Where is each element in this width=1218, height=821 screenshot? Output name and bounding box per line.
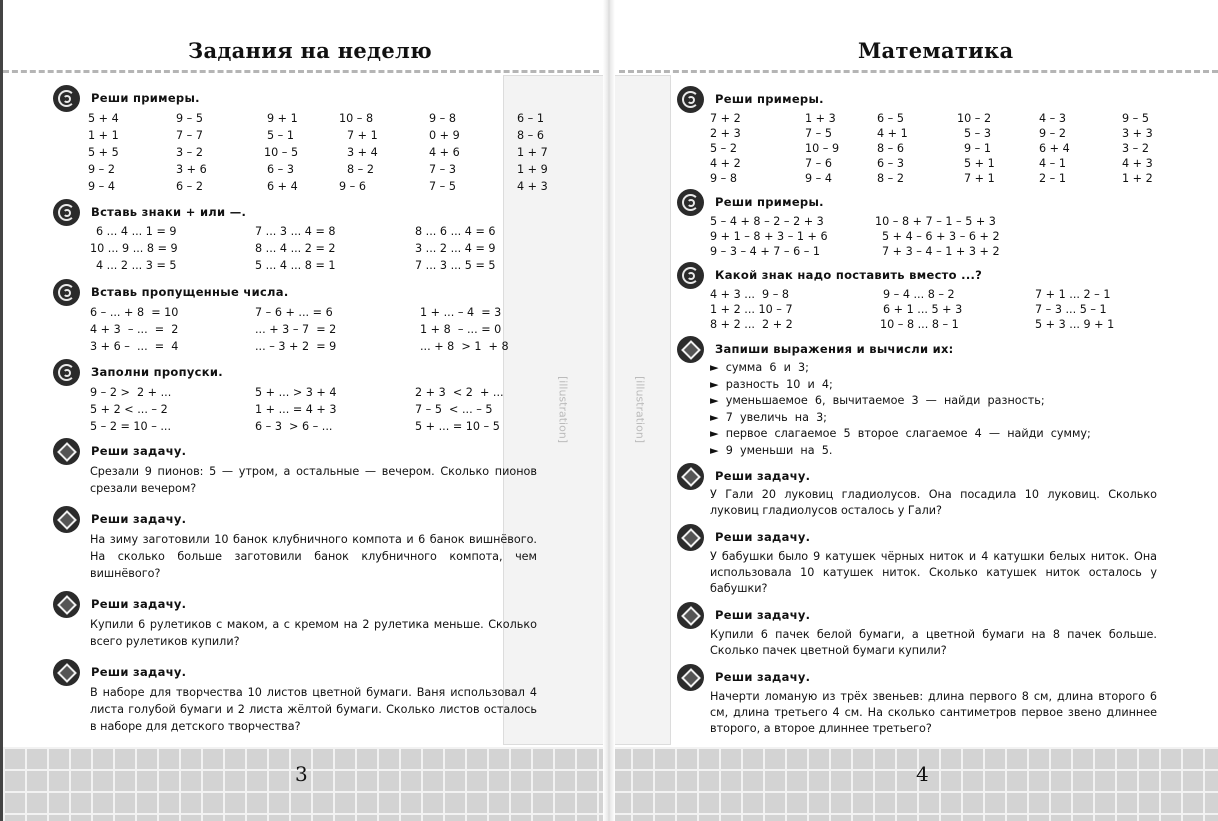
diamond-icon <box>677 463 704 490</box>
section-heading: Реши примеры. <box>53 90 200 106</box>
spiral-icon <box>677 86 704 113</box>
example-cell: 1 + 3 <box>805 112 836 125</box>
task-text: У бабушки было 9 катушек чёрных ниток и 4 катушки белых ниток. Она использовала 10 катушек ниток. Сколько катушек ниток осталось у бабушки? <box>710 550 1157 595</box>
exercise-section <box>53 284 289 300</box>
expression-cell: 9 + 1 – 8 + 3 – 1 + 6 <box>710 230 828 243</box>
example-cell: 4 + 3 <box>1122 157 1153 170</box>
expression-cell: 4 ... 2 ... 3 = 5 <box>96 259 177 272</box>
task-section <box>53 664 186 680</box>
expression-cell: 8 ... 4 ... 2 = 2 <box>255 242 336 255</box>
examples-grid <box>88 110 565 195</box>
page-number: 4 <box>916 762 929 786</box>
example-cell: 7 – 7 <box>176 129 203 142</box>
example-cell: 10 – 9 <box>805 142 840 155</box>
expressions-list <box>710 360 1091 459</box>
expression-cell: 1 + 2 ... 10 – 7 <box>710 303 793 316</box>
list-item: ► первое слагаемое 5 второе слагаемое 4 — найди сумму; <box>710 427 1091 440</box>
example-cell: 0 + 9 <box>429 129 460 142</box>
diamond-icon <box>677 336 704 363</box>
example-cell: 3 + 3 <box>1122 127 1153 140</box>
spiral-icon <box>53 199 80 226</box>
section-heading: Заполни пропуски. <box>53 364 223 380</box>
section-heading: Реши задачу. <box>677 529 810 545</box>
expression-cell: 5 ... 4 ... 8 = 1 <box>255 259 336 272</box>
example-cell: 7 + 1 <box>964 172 995 185</box>
expression-cell: 4 + 3 ... 9 – 8 <box>710 288 790 301</box>
missing-numbers-grid <box>90 304 550 355</box>
example-cell: 7 – 5 <box>805 127 832 140</box>
examples-grid <box>710 111 1172 186</box>
task-text: Купили 6 пачек белой бумаги, а цветной бумаги на 8 пачек больше. Сколько пачек цветной бумаги купили? <box>710 628 1157 657</box>
example-cell: 4 + 2 <box>710 157 741 170</box>
section-heading: Реши задачу. <box>677 607 810 623</box>
task-text: Купили 6 рулетиков с маком, а с кремом на 2 рулетика меньше. Сколько всего рулетиков купили? <box>90 618 537 648</box>
example-cell: 6 – 3 <box>877 157 904 170</box>
task-section <box>677 468 810 484</box>
example-cell: 4 + 3 <box>517 180 548 193</box>
example-cell: 8 – 2 <box>877 172 904 185</box>
page-number: 3 <box>295 762 308 786</box>
expression-cell: 7 ... 3 ... 5 = 5 <box>415 259 496 272</box>
list-item: ► разность 10 и 4; <box>710 377 833 391</box>
expression-cell: 6 – 3 > 6 – ... <box>255 420 333 433</box>
expression-cell: 5 + 3 ... 9 + 1 <box>1035 318 1115 331</box>
expression-cell: 9 – 2 > 2 + ... <box>90 386 172 399</box>
example-cell: 5 – 2 <box>710 142 737 155</box>
numerals-illustration-placeholder: [illustration] <box>503 75 623 745</box>
section-heading: Реши примеры. <box>677 91 824 107</box>
example-cell: 5 + 5 <box>88 146 119 159</box>
expression-cell: 7 + 3 – 4 – 1 + 3 + 2 <box>882 245 1000 258</box>
exercise-section <box>677 267 982 283</box>
list-item: ► сумма 6 и 3; <box>710 361 809 374</box>
diamond-icon <box>53 506 80 533</box>
signs-grid <box>90 223 545 274</box>
example-cell: 5 – 3 <box>964 127 991 140</box>
diamond-icon <box>677 664 704 691</box>
expression-cell: 6 ... 4 ... 1 = 9 <box>96 225 177 238</box>
expression-cell: 1 + ... = 4 + 3 <box>255 403 337 416</box>
example-cell: 2 + 3 <box>710 127 741 140</box>
example-cell: 8 – 6 <box>517 129 544 142</box>
fill-gaps-grid <box>90 384 545 435</box>
example-cell: 10 – 2 <box>957 112 992 125</box>
decorative-illustration <box>609 75 671 745</box>
example-cell: 3 + 4 <box>347 146 378 159</box>
diamond-icon <box>677 524 704 551</box>
book-spine <box>603 0 615 821</box>
expression-cell: 1 + ... – 4 = 3 <box>420 306 502 319</box>
example-cell: 8 – 2 <box>347 163 374 176</box>
numerals-illustration-placeholder: [illustration] <box>609 75 671 745</box>
section-heading: Реши задачу. <box>53 511 186 527</box>
expression-cell: 4 + 3 – ... = 2 <box>90 323 179 336</box>
task-section <box>677 669 810 685</box>
section-heading: Реши примеры. <box>677 194 824 210</box>
section-heading: Реши задачу. <box>53 443 186 459</box>
task-text: Начерти ломаную из трёх звеньев: длина первого 8 см, длина второго 6 см, длина третьего 4 см. На сколько сантиметров первое звено длиннее второго, а второе длиннее третьего? <box>710 690 1157 735</box>
exercise-section <box>677 341 954 357</box>
exercise-section <box>677 91 824 107</box>
section-heading: Какой знак надо поставить вместо ...? <box>677 267 982 283</box>
exercise-section <box>53 90 200 106</box>
example-cell: 9 – 5 <box>1122 112 1149 125</box>
section-heading: Вставь пропущенные числа. <box>53 284 289 300</box>
right-page-title: Математика <box>858 38 1014 63</box>
example-cell: 4 + 6 <box>429 146 460 159</box>
section-heading: Реши задачу. <box>677 468 810 484</box>
expression-cell: 6 – ... + 8 = 10 <box>90 306 179 319</box>
chain-examples-grid <box>710 214 1025 259</box>
expression-cell: 10 – 8 + 7 – 1 – 5 + 3 <box>875 215 996 228</box>
expression-cell: 9 – 4 ... 8 – 2 <box>883 288 955 301</box>
expression-cell: 1 + 8 – ... = 0 <box>420 323 502 336</box>
section-heading: Реши задачу. <box>677 669 810 685</box>
task-section <box>53 511 186 527</box>
expression-cell: 6 + 1 ... 5 + 3 <box>883 303 963 316</box>
list-item: ► 7 увеличь на 3; <box>710 410 827 424</box>
example-cell: 6 + 4 <box>267 180 298 193</box>
example-cell: 1 + 2 <box>1122 172 1153 185</box>
compare-grid <box>710 287 1155 332</box>
section-heading: Вставь знаки + или —. <box>53 204 246 220</box>
expression-cell: 2 + 3 < 2 + ... <box>415 386 504 399</box>
task-section <box>677 529 810 545</box>
example-cell: 2 – 1 <box>1039 172 1066 185</box>
example-cell: 3 + 6 <box>176 163 207 176</box>
expression-cell: ... + 3 – 7 = 2 <box>255 323 337 336</box>
task-section <box>53 596 186 612</box>
example-cell: 6 – 3 <box>267 163 294 176</box>
spiral-icon <box>53 85 80 112</box>
example-cell: 4 + 1 <box>877 127 908 140</box>
example-cell: 6 + 4 <box>1039 142 1070 155</box>
expression-cell: ... – 3 + 2 = 9 <box>255 340 337 353</box>
expression-cell: 3 + 6 – ... = 4 <box>90 340 179 353</box>
exercise-section <box>677 194 824 210</box>
example-cell: 3 – 2 <box>176 146 203 159</box>
example-cell: 1 + 9 <box>517 163 548 176</box>
example-cell: 3 – 2 <box>1122 142 1149 155</box>
example-cell: 1 + 1 <box>88 129 119 142</box>
example-cell: 6 – 5 <box>877 112 904 125</box>
example-cell: 9 – 6 <box>339 180 366 193</box>
example-cell: 7 – 3 <box>429 163 456 176</box>
left-page-title: Задания на неделю <box>188 38 432 63</box>
expression-cell: 7 ... 3 ... 4 = 8 <box>255 225 336 238</box>
diamond-icon <box>53 659 80 686</box>
expression-cell: 5 + 4 – 6 + 3 – 6 + 2 <box>882 230 1000 243</box>
expression-cell: 9 – 3 – 4 + 7 – 6 – 1 <box>710 245 821 258</box>
header-divider <box>3 70 599 73</box>
example-cell: 9 – 8 <box>429 112 456 125</box>
list-item: ► 9 уменьши на 5. <box>710 443 833 457</box>
expression-cell: 7 – 6 + ... = 6 <box>255 306 333 319</box>
diamond-icon <box>53 438 80 465</box>
section-heading: Реши задачу. <box>53 596 186 612</box>
example-cell: 9 – 8 <box>710 172 737 185</box>
section-heading: Реши задачу. <box>53 664 186 680</box>
section-heading: Запиши выражения и вычисли их: <box>677 341 954 357</box>
expression-cell: ... + 8 > 1 + 8 <box>420 340 509 353</box>
spiral-icon <box>53 279 80 306</box>
header-divider <box>619 70 1218 73</box>
example-cell: 5 – 1 <box>267 129 294 142</box>
expression-cell: 10 ... 9 ... 8 = 9 <box>90 242 178 255</box>
exercise-section <box>53 204 246 220</box>
task-section <box>53 443 186 459</box>
example-cell: 6 – 2 <box>176 180 203 193</box>
expression-cell: 5 + ... > 3 + 4 <box>255 386 337 399</box>
spiral-icon <box>53 359 80 386</box>
example-cell: 7 – 5 <box>429 180 456 193</box>
example-cell: 6 – 1 <box>517 112 544 125</box>
task-section <box>677 607 810 623</box>
expression-cell: 3 ... 2 ... 4 = 9 <box>415 242 496 255</box>
example-cell: 10 – 5 <box>264 146 299 159</box>
example-cell: 10 – 8 <box>339 112 374 125</box>
expression-cell: 5 – 4 + 8 – 2 – 2 + 3 <box>710 215 824 228</box>
expression-cell: 8 ... 6 ... 4 = 6 <box>415 225 496 238</box>
expression-cell: 10 – 8 ... 8 – 1 <box>880 318 959 331</box>
example-cell: 9 – 1 <box>964 142 991 155</box>
spiral-icon <box>677 189 704 216</box>
example-cell: 5 + 4 <box>88 112 119 125</box>
spiral-icon <box>677 262 704 289</box>
task-text: Срезали 9 пионов: 5 — утром, а остальные — вечером. Сколько пионов срезали вечером? <box>90 465 537 495</box>
example-cell: 7 + 1 <box>347 129 378 142</box>
example-cell: 5 + 1 <box>964 157 995 170</box>
example-cell: 4 – 3 <box>1039 112 1066 125</box>
right-page <box>609 0 1218 821</box>
expression-cell: 7 – 3 ... 5 – 1 <box>1035 303 1107 316</box>
expression-cell: 5 + 2 < ... – 2 <box>90 403 168 416</box>
expression-cell: 8 + 2 ... 2 + 2 <box>710 318 793 331</box>
task-text: В наборе для творчества 10 листов цветной бумаги. Ваня использовал 4 листа голубой бумаги и 2 листа жёлтой бумаги. Сколько листов осталось в наборе для детского творчества? <box>90 686 537 733</box>
example-cell: 9 – 4 <box>88 180 115 193</box>
exercise-section <box>53 364 223 380</box>
example-cell: 9 – 5 <box>176 112 203 125</box>
task-text: На зиму заготовили 10 банок клубничного компота и 6 банок вишнёвого. На сколько больше заготовили банок клубничного компота, чем вишнёвого? <box>90 533 537 580</box>
example-cell: 9 – 2 <box>1039 127 1066 140</box>
list-item: ► уменьшаемое 6, вычитаемое 3 — найди разность; <box>710 394 1045 407</box>
expression-cell: 7 + 1 ... 2 – 1 <box>1035 288 1111 301</box>
expression-cell: 5 + ... = 10 – 5 <box>415 420 500 433</box>
example-cell: 4 – 1 <box>1039 157 1066 170</box>
example-cell: 7 – 6 <box>805 157 832 170</box>
example-cell: 9 – 4 <box>805 172 832 185</box>
expression-cell: 5 – 2 = 10 – ... <box>90 420 172 433</box>
example-cell: 8 – 6 <box>877 142 904 155</box>
example-cell: 9 + 1 <box>267 112 298 125</box>
footer-grid <box>609 747 1218 821</box>
example-cell: 7 + 2 <box>710 112 741 125</box>
diamond-icon <box>677 602 704 629</box>
task-text: У Гали 20 луковиц гладиолусов. Она посадила 10 луковиц. Сколько луковиц гладиолусов осталось у Гали? <box>710 488 1157 517</box>
diamond-icon <box>53 591 80 618</box>
example-cell: 1 + 7 <box>517 146 548 159</box>
example-cell: 9 – 2 <box>88 163 115 176</box>
expression-cell: 7 – 5 < ... – 5 <box>415 403 493 416</box>
